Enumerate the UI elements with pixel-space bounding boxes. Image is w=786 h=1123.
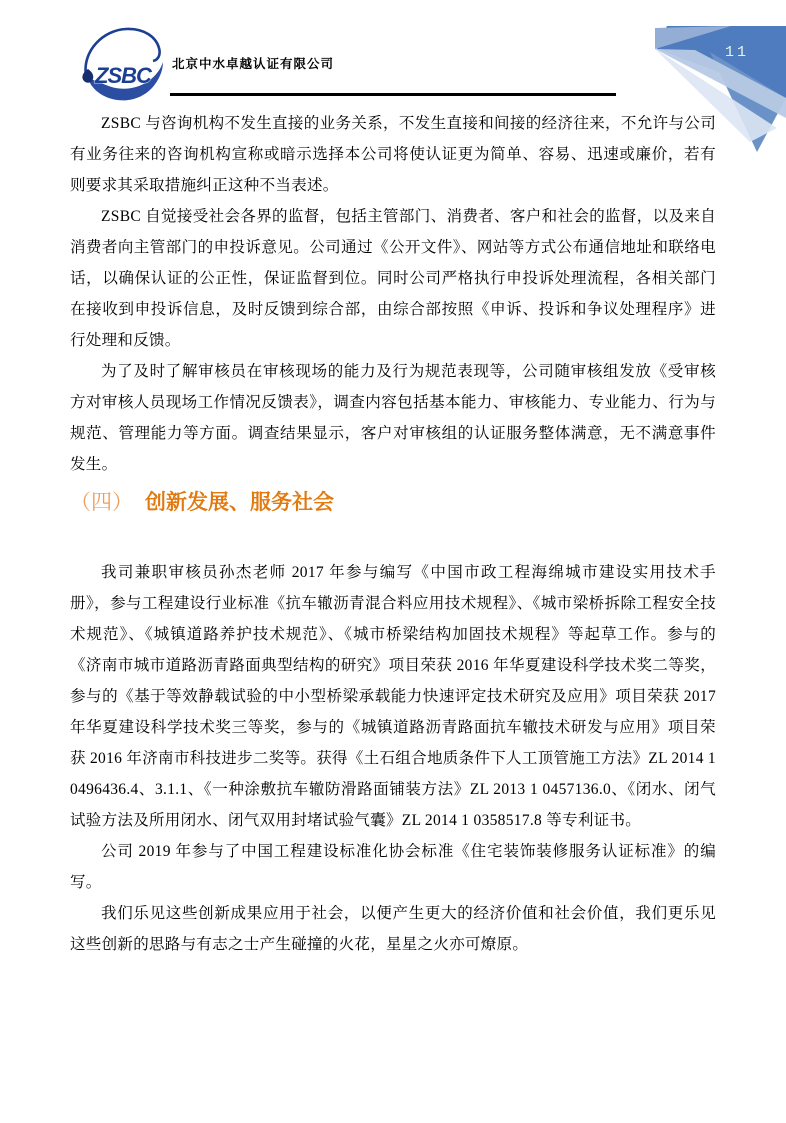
paragraph-closing: 我们乐见这些创新成果应用于社会，以便产生更大的经济价值和社会价值，我们更乐见这些创新的思路与有志之士产生碰撞的火花，星星之火亦可燎原。 [70,905,716,953]
page-number: 11 [725,44,750,61]
logo-wordmark: ZSBC [95,63,151,88]
section-heading [70,486,716,520]
logo-drop-icon [82,69,93,83]
document-body [70,108,716,960]
paragraph-supervision-business: ZSBC 与咨询机构不发生直接的业务关系，不发生直接和间接的经济往来，不允许与公司有业务往来的咨询机构宣称或暗示选择本公司将使认证更为简单、容易、迅速或廉价，若有则要求其采取措施纠正这种不当表述。 [70,115,716,194]
section-heading-title: 创新发展、服务社会 [145,491,334,514]
company-name: 北京中水卓越认证有限公司 [172,57,335,71]
paragraph-social-supervision: ZSBC 自觉接受社会各界的监督，包括主管部门、消费者、客户和社会的监督，以及来自消费者向主管部门的申投诉意见。公司通过《公开文件》、网站等方式公布通信地址和联络电话，以确保认证的公正性，保证监督到位。同时公司严格执行申投诉处理流程，各相关部门在接收到申投诉信息，及时反馈到综合部，由综合部按照《申诉、投诉和争议处理程序》进行处理和反馈。 [70,208,716,349]
zsbc-logo-icon [76,24,168,108]
paragraph-auditor-feedback: 为了及时了解审核员在审核现场的能力及行为规范表现等，公司随审核组发放《受审核方对审核人员现场工作情况反馈表》，调查内容包括基本能力、审核能力、专业能力、行为与规范、管理能力等方面。调查结果显示，客户对审核组的认证服务整体满意，无不满意事件发生。 [70,363,716,473]
paragraph-innovation-achievements: 我司兼职审核员孙杰老师 2017 年参与编写《中国市政工程海绵城市建设实用技术手册》，参与工程建设行业标准《抗车辙沥青混合料应用技术规程》、《城市梁桥拆除工程安全技术规范》、《城镇道路养护技术规范》、《城市桥梁结构加固技术规程》等起草工作。参与的《济南市城市道路沥青路面典型结构的研究》项目荣获 2016 年华夏建设科学技术奖二等奖，参与的《基于等效静载试验的中小型桥梁承载能力快速评定技术研究及应用》项目荣获 2017 年华夏建设科学技术奖三等奖，参与的《城镇道路沥青路面抗车辙技术研发与应用》项目荣获 2016 年济南市科技进步二奖等。获得《土石组合地质条件下人工顶管施工方法》ZL 2014 1 0496436.4、3.1.1、《一种涂敷抗车辙防滑路面铺装方法》ZL 2013 1 0457136.0、《闭水、闭气试验方法及所用闭水、闭气双用封堵试验气囊》ZL 2014 1 0358517.8 等专利证书。 [70,564,716,829]
paragraph-standard-2019: 公司 2019 年参与了中国工程建设标准化协会标准《住宅装饰装修服务认证标准》的编写。 [70,843,716,891]
section-heading-number: （四） [70,491,133,514]
header-divider [170,93,616,96]
